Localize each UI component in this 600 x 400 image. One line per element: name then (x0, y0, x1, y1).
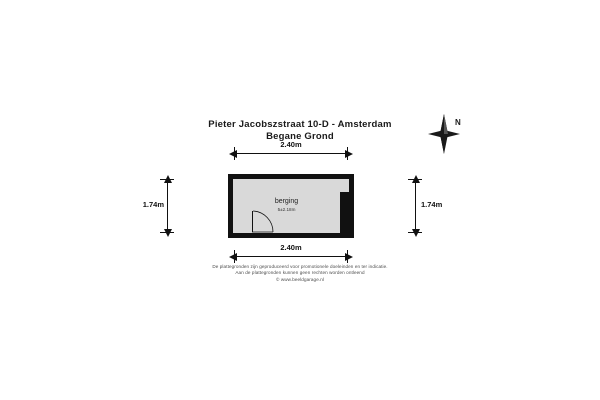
room-name: berging (274, 198, 299, 205)
dimension-right-label: 1.74m (421, 200, 443, 209)
footer-line-1: De plattegronden zijn geproduceerd voor promotionele doeleinden en ter indicatie. (212, 264, 388, 269)
compass-rose-icon (424, 112, 464, 156)
dimension-top (228, 141, 354, 159)
footer-line-2: Aan de plattegronden kunnen geen rechten worden ontleend (235, 270, 365, 276)
floorplan-outline (228, 174, 354, 238)
title-floor: Begane Grond (266, 131, 334, 142)
footer-disclaimer (0, 264, 600, 283)
dimension-left (142, 174, 178, 238)
dimension-left-label: 1.74m (142, 200, 164, 209)
room-berging (233, 179, 340, 233)
door-swing-icon (251, 210, 274, 233)
dimension-right (404, 174, 443, 238)
dimension-bottom-label: 2.40m (280, 243, 302, 252)
footer-line-3: © www.beeldgarage.nl (275, 276, 325, 282)
room-notch (340, 179, 349, 192)
svg-text:N: N (455, 118, 461, 127)
dimension-top-label: 2.40m (280, 140, 302, 149)
room-area: 5±2.18m (277, 207, 296, 212)
dimension-bottom (228, 244, 354, 262)
title-address: Pieter Jacobszstraat 10-D - Amsterdam (208, 119, 392, 130)
